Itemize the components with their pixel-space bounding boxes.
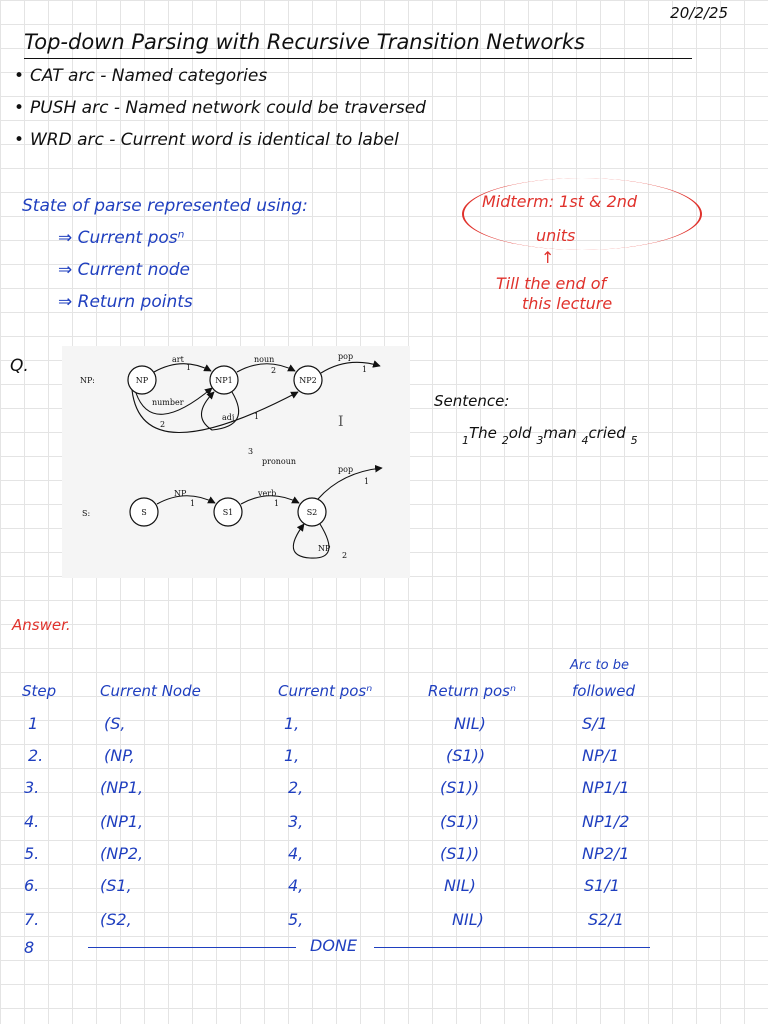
arc-noun-label: noun [254, 355, 275, 364]
arc-adj-num: 1 [254, 412, 260, 421]
arc-number-label: number [152, 398, 184, 407]
cell-pos: 3, [288, 812, 304, 831]
bullet-dot: • [14, 66, 25, 86]
cell-step: 3. [24, 778, 40, 797]
node-s1-label: S1 [222, 508, 234, 517]
done-line-left [88, 947, 296, 948]
page-title: Top-down Parsing with Recursive Transition Networks [24, 30, 585, 54]
cell-node: (S2, [100, 910, 132, 929]
date: 20/2/25 [670, 4, 728, 22]
done-label: DONE [310, 936, 357, 955]
node-np-label: NP [135, 376, 149, 385]
arc-pop-np [321, 362, 380, 373]
cell-step: 2. [28, 746, 44, 765]
arc-number-num: 2 [160, 420, 166, 429]
arc-pronoun-label: pronoun [262, 457, 297, 466]
cell-pos: 4, [288, 876, 304, 895]
cell-node: (NP2, [100, 844, 144, 863]
arc-pop-s-num: 1 [364, 477, 370, 486]
sentence [462, 424, 638, 447]
arc-verb-label: verb [258, 489, 277, 498]
cell-arc: S/1 [582, 714, 608, 733]
node-np2-label: NP2 [299, 376, 317, 385]
cell-return: (S1)) [446, 746, 486, 765]
word: The [469, 424, 497, 442]
arc-s-np-num: 1 [190, 499, 196, 508]
final-step: 8 [24, 938, 35, 957]
node-np2 [294, 366, 322, 394]
cell-step: 5. [24, 844, 40, 863]
node-s2 [298, 498, 326, 526]
arc-adj-label: adj [222, 413, 235, 422]
cell-arc: S1/1 [584, 876, 620, 895]
header-current-pos: Current posⁿ [278, 682, 373, 700]
node-np [128, 366, 156, 394]
header-arc-line1: Arc to be [570, 658, 629, 673]
question-label: Q. [10, 356, 29, 376]
header-return-pos: Return posⁿ [428, 682, 516, 700]
arc-s2-np-num: 2 [342, 551, 348, 560]
cell-step: 7. [24, 910, 40, 929]
node-s1 [214, 498, 242, 526]
bullet-push-arc [14, 98, 426, 118]
cell-return: (S1)) [440, 844, 480, 863]
arc-s2-np-label: NP [318, 544, 331, 553]
state-heading: State of parse represented using: [22, 196, 308, 216]
cell-step: 1 [28, 714, 39, 733]
text-cursor-icon: I [338, 414, 344, 430]
arc-art-num: 1 [186, 363, 192, 372]
arc-pop-s-label: pop [338, 465, 354, 474]
cell-pos: 1, [284, 746, 300, 765]
bullet-dot: • [14, 130, 25, 150]
till-note-line2: this lecture [522, 294, 613, 313]
s-network-label: S: [82, 509, 91, 518]
midterm-brackets [462, 178, 702, 250]
midterm-note: Midterm: 1st & 2nd [482, 192, 638, 211]
cell-pos: 5, [288, 910, 304, 929]
word-index: 5 [630, 434, 638, 447]
cell-node: (S, [104, 714, 126, 733]
cell-arc: NP1/2 [582, 812, 630, 831]
word: old [508, 424, 532, 442]
header-current-node: Current Node [100, 682, 201, 700]
header-step: Step [22, 682, 57, 700]
cell-node: (S1, [100, 876, 132, 895]
node-np1 [210, 366, 238, 394]
cell-arc: S2/1 [588, 910, 624, 929]
np-network-label: NP: [80, 376, 95, 385]
cell-return: NIL) [452, 910, 484, 929]
header-arc-line2: followed [572, 682, 635, 700]
bullet-text: PUSH arc - Named network could be traversed [30, 98, 426, 118]
rtn-diagram [62, 346, 410, 578]
word: cried [588, 424, 626, 442]
arc-pop-np-label: pop [338, 352, 354, 361]
cell-node: (NP1, [100, 812, 144, 831]
midterm-units: units [536, 226, 576, 245]
arc-noun-num: 2 [271, 366, 277, 375]
cell-return: (S1)) [440, 778, 480, 797]
title-underline [24, 58, 692, 59]
arc-s-np-label: NP [174, 489, 187, 498]
cell-arc: NP/1 [582, 746, 620, 765]
cell-pos: 2, [288, 778, 304, 797]
till-note-line1: Till the end of [496, 274, 607, 293]
state-item-current-node: ⇒ Current node [58, 260, 190, 280]
cell-pos: 1, [284, 714, 300, 733]
arc-pop-np-num: 1 [362, 365, 368, 374]
cell-step: 4. [24, 812, 40, 831]
done-line-right [374, 947, 650, 948]
word-index: 1 [462, 434, 469, 447]
arc-pronoun-num: 3 [248, 447, 254, 456]
bullet-dot: • [14, 98, 25, 118]
arc-art-label: art [172, 355, 184, 364]
cell-pos: 4, [288, 844, 304, 863]
node-s [130, 498, 158, 526]
cell-arc: NP1/1 [582, 778, 630, 797]
word: man [543, 424, 577, 442]
state-item-current-pos: ⇒ Current posⁿ [58, 228, 185, 248]
word-index: 4 [581, 434, 589, 447]
cell-arc: NP2/1 [582, 844, 630, 863]
bullet-text: CAT arc - Named categories [30, 66, 268, 86]
up-arrow-icon: ↑ [541, 248, 555, 267]
arc-pronoun [132, 390, 298, 433]
cell-return: (S1)) [440, 812, 480, 831]
bullet-cat-arc [14, 66, 267, 86]
node-s2-label: S2 [306, 508, 318, 517]
cell-node: (NP, [104, 746, 135, 765]
arc-noun [237, 364, 295, 372]
cell-step: 6. [24, 876, 40, 895]
state-item-return-points: ⇒ Return points [58, 292, 193, 312]
sentence-label: Sentence: [434, 392, 510, 410]
word-index: 2 [501, 434, 509, 447]
bullet-text: WRD arc - Current word is identical to label [30, 130, 399, 150]
cell-return: NIL) [454, 714, 486, 733]
node-np1-label: NP1 [215, 376, 233, 385]
answer-label: Answer. [12, 616, 71, 634]
arc-art [154, 364, 211, 372]
bullet-wrd-arc [14, 130, 399, 150]
arc-adj-loop [201, 392, 238, 430]
cell-return: NIL) [444, 876, 476, 895]
arc-verb-num: 1 [274, 499, 280, 508]
node-s-label: S [141, 508, 147, 517]
cell-node: (NP1, [100, 778, 144, 797]
word-index: 3 [536, 434, 544, 447]
